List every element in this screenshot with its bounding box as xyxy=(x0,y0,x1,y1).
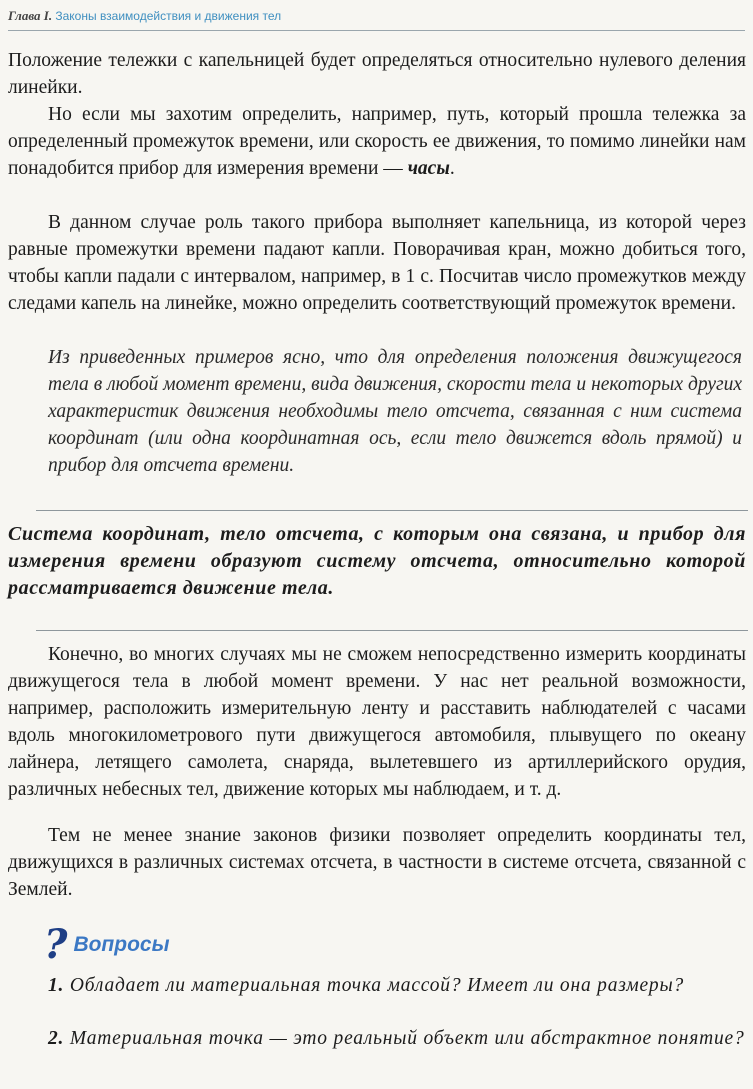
chapter-label: Глава I. xyxy=(8,8,53,23)
definition-block: Система координат, тело отсчета, с которым она связана, и прибор для измерения времени образуют систему отсчета, относительно которой рассматривается движение тела. xyxy=(8,523,746,599)
question-1 xyxy=(8,973,746,999)
paragraph-2 xyxy=(8,101,746,182)
questions-heading xyxy=(44,921,170,968)
question-1-number: 1. xyxy=(48,975,65,996)
question-2-text: Материальная точка — это реальный объект или абстрактное понятие? xyxy=(69,1028,745,1049)
term-clock: часы xyxy=(407,158,450,179)
divider-bottom xyxy=(36,630,748,631)
paragraph-1: Положение тележки с капельницей будет определяться относительно нулевого деления линейки. xyxy=(8,50,746,98)
paragraph-4: Конечно, во многих случаях мы не сможем непосредственно измерить координаты движущегося тела в любой момент времени. У нас нет реальной возможности, например, расположить измерительную ленту и расставить наблюдателей с часами вдоль многокилометрового пути движущегося автомобиля, плывущего по океану лайнера, летящего самолета, снаряда, вылетевшего из артиллерийского орудия, различных небесных тел, движение которых мы наблюдаем, и т. д. xyxy=(8,644,746,800)
question-2 xyxy=(8,1026,746,1052)
question-mark-icon: ? xyxy=(44,921,68,968)
paragraph-3: В данном случае роль такого прибора выполняет капельница, из которой через равные промежутки времени падают капли. Поворачивая кран, можно добиться того, чтобы капли падали с интервалом, например, в 1 с. Посчитав число промежутков между следами капель на линейке, можно определить соответствующий промежуток времени. xyxy=(8,212,746,314)
paragraph-2-end: . xyxy=(449,158,455,179)
running-header xyxy=(8,8,745,31)
question-1-text: Обладает ли материальная точка массой? Имеет ли она размеры? xyxy=(69,975,685,996)
paragraph-2-text: Но если мы захотим определить, например, путь, который прошла тележка за определенный промежуток времени, или скорость ее движения, то помимо линейки нам понадобится прибор для измерения времени — xyxy=(8,104,746,179)
divider-top xyxy=(36,510,748,511)
conclusion-block: Из приведенных примеров ясно, что для определения положения движущегося тела в любой момент времени, вида движения, скорости тела и некоторых других характеристик движения необходимы тело отсчета, связанная с ним система координат (или одна координатная ось, если тело движется вдоль прямой) и прибор для отсчета времени. xyxy=(48,347,742,476)
questions-title: Вопросы xyxy=(73,933,170,956)
question-2-number: 2. xyxy=(48,1028,65,1049)
paragraph-5: Тем не менее знание законов физики позволяет определить координаты тел, движущихся в различных системах отсчета, в частности в системе отсчета, связанной с Землей. xyxy=(8,825,746,900)
chapter-title: Законы взаимодействия и движения тел xyxy=(55,9,282,23)
